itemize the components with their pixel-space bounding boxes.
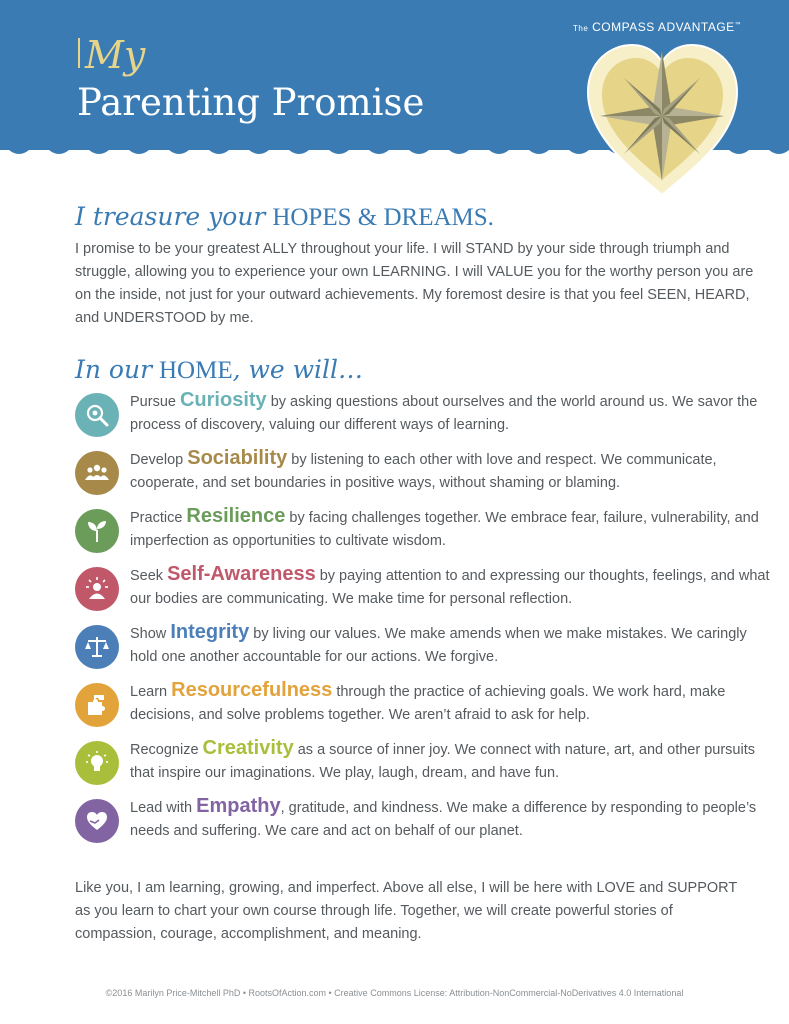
person-glow-icon xyxy=(75,567,119,611)
puzzle-icon xyxy=(75,683,119,727)
list-item-empathy xyxy=(75,795,765,853)
item-text xyxy=(130,505,770,553)
item-keyword: Creativity xyxy=(202,737,294,759)
item-keyword: Sociability xyxy=(187,447,288,469)
home-heading xyxy=(75,355,363,385)
item-text xyxy=(130,795,770,843)
list-item-integrity xyxy=(75,621,765,679)
item-verb: Practice xyxy=(130,510,183,526)
item-text xyxy=(130,447,770,495)
home-heading-caps: HOME xyxy=(158,357,233,384)
item-description: by facing challenges together. We embrace fear, failure, vulnerability, and imperfection as opportunities to cultivate wisdom. xyxy=(130,510,759,549)
brand-name xyxy=(573,20,741,34)
list-item-resourcefulness xyxy=(75,679,765,737)
hopes-heading-script: I treasure your xyxy=(75,202,266,231)
item-keyword: Self-Awareness xyxy=(167,563,316,585)
item-keyword: Curiosity xyxy=(179,389,267,411)
item-text xyxy=(130,621,770,669)
list-item-creativity xyxy=(75,737,765,795)
hopes-heading-caps: HOPES & DREAMS. xyxy=(272,204,494,231)
item-text xyxy=(130,389,770,437)
brand-small-text: The xyxy=(573,24,589,33)
lightbulb-icon xyxy=(75,741,119,785)
item-verb: Pursue xyxy=(130,394,176,410)
item-verb: Learn xyxy=(130,684,168,700)
item-text xyxy=(130,737,770,785)
home-heading-script-2: , we will… xyxy=(232,355,364,384)
item-description: by asking questions about ourselves and the world around us. We savor the process of discovery, valuing our different ways of learning. xyxy=(130,394,758,433)
magnifier-eye-icon xyxy=(75,393,119,437)
item-verb: Lead with xyxy=(130,800,193,816)
item-keyword: Empathy xyxy=(196,795,281,817)
item-text xyxy=(130,563,770,611)
item-description: by listening to each other with love and respect. We communicate, cooperate, and set boundaries in positive ways, without shaming or blaming. xyxy=(130,452,717,491)
item-description: as a source of inner joy. We connect with nature, art, and other pursuits that inspire our imaginations. We play, laugh, dream, and have fun. xyxy=(130,742,755,781)
people-group-icon xyxy=(75,451,119,495)
title-prefix: My xyxy=(85,33,146,77)
item-verb: Show xyxy=(130,626,167,642)
item-verb: Develop xyxy=(130,452,184,468)
item-keyword: Integrity xyxy=(170,621,250,643)
item-description: , gratitude, and kindness. We make a difference by responding to people’s needs and suffering. We care and act on behalf of our planet. xyxy=(130,800,757,839)
item-description: by living our values. We make amends when we make mistakes. We caringly hold one another accountable for our actions. We forgive. xyxy=(130,626,747,665)
balance-scale-icon xyxy=(75,625,119,669)
brand-trademark: ™ xyxy=(734,22,742,28)
page-title: Parenting Promise xyxy=(77,81,425,124)
item-text xyxy=(130,679,770,727)
brand-name-text: COMPASS ADVANTAGE xyxy=(592,20,735,34)
list-item-self-awareness xyxy=(75,563,770,621)
title-accent-bar xyxy=(78,38,80,68)
footer-credit: ©2016 Marilyn Price-Mitchell PhD • RootsOfAction.com • Creative Commons License: Attribution-NonCommercial-NoDerivatives 4.0 International xyxy=(105,988,684,998)
list-item-curiosity xyxy=(75,389,765,447)
item-verb: Recognize xyxy=(130,742,199,758)
promise-paragraph: I promise to be your greatest ALLY throughout your life. I will STAND by your side through triumph and struggle, allowing you to experience your own LEARNING. I will VALUE you for the worthy person you are on the inside, not just for your outward achievements. My foremost desire is that you feel SEEN, HEARD, and UNDERSTOOD by me. xyxy=(75,241,754,326)
sprout-icon xyxy=(75,509,119,553)
list-item-resilience xyxy=(75,505,765,563)
compass-rose-heart-icon xyxy=(580,40,745,200)
item-verb: Seek xyxy=(130,568,164,584)
item-keyword: Resourcefulness xyxy=(171,679,333,701)
item-description: through the practice of achieving goals. We work hard, make decisions, and solve problems together. We aren’t afraid to ask for help. xyxy=(130,684,726,723)
home-heading-script-1: In our xyxy=(75,355,153,384)
values-list xyxy=(75,389,770,853)
hopes-heading xyxy=(75,202,494,232)
list-item-sociability xyxy=(75,447,765,505)
heart-hand-icon xyxy=(75,799,119,843)
item-keyword: Resilience xyxy=(186,505,286,527)
item-description: by paying attention to and expressing our thoughts, feelings, and what our bodies are communicating. We make time for personal reflection. xyxy=(130,568,770,607)
closing-paragraph: Like you, I am learning, growing, and imperfect. Above all else, I will be here with LOVE and SUPPORT as you learn to chart your own course through life. Together, we will create powerful stories of compassion, courage, accomplishment, and meaning. xyxy=(75,880,737,942)
